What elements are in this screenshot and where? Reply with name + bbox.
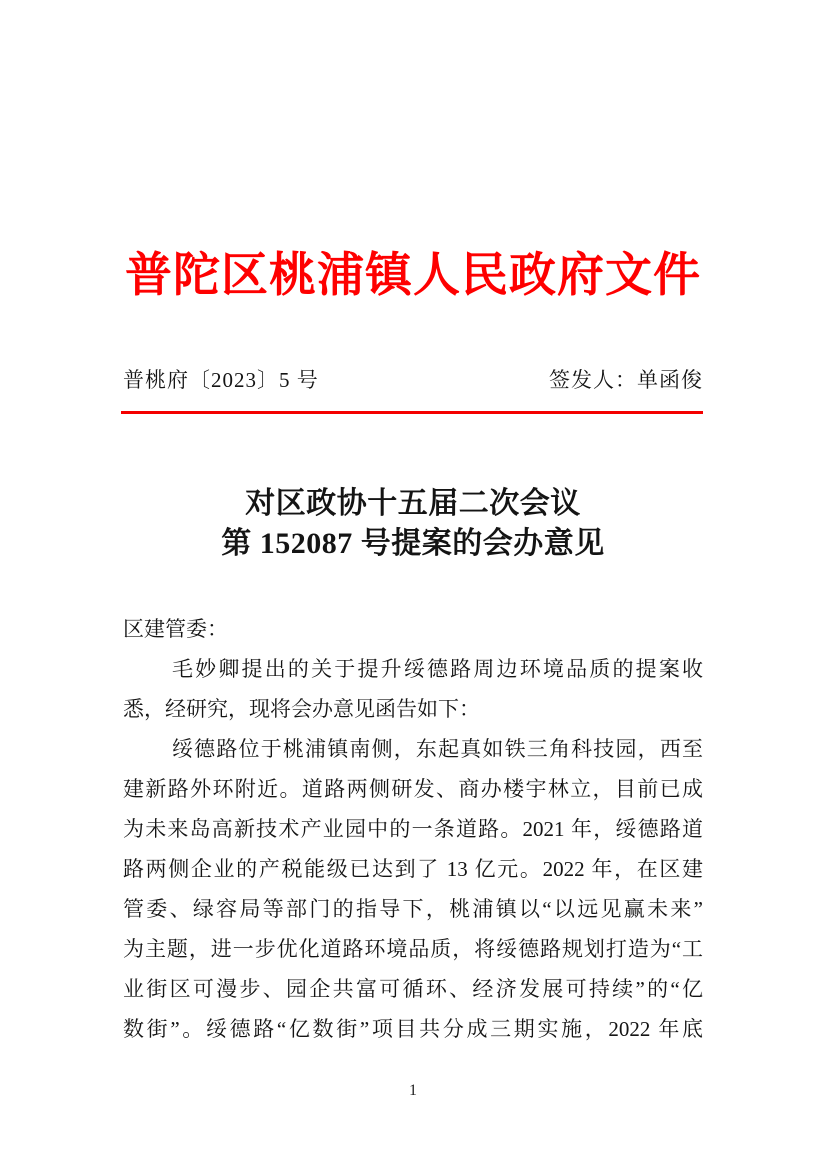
document-title-line1: 对区政协十五届二次会议 xyxy=(245,487,581,520)
body-line: 管委、绿容局等部门的指导下，桃浦镇以“以远见赢未来” xyxy=(123,897,703,921)
document-title-line2: 第 152087 号提案的会办意见 xyxy=(221,527,605,560)
document-number: 普桃府〔2023〕5 号 xyxy=(123,368,319,392)
body-line: 毛妙卿提出的关于提升绥德路周边环境品质的提案收 xyxy=(172,657,703,681)
letterhead-banner-title: 普陀区桃浦镇人民政府文件 xyxy=(125,250,701,302)
red-divider-rule xyxy=(121,411,703,414)
body-line: 绥德路位于桃浦镇南侧，东起真如铁三角科技园，西至 xyxy=(172,737,703,761)
issuer-name: 单函俊 xyxy=(637,368,703,392)
body-line: 数街”。绥德路“亿数街”项目共分成三期实施，2022 年底 xyxy=(123,1017,703,1041)
body-line: 业街区可漫步、园企共富可循环、经济发展可持续”的“亿 xyxy=(123,977,703,1001)
issuer xyxy=(549,364,703,394)
issuer-label: 签发人： xyxy=(549,368,637,392)
document-body xyxy=(123,609,703,1049)
body-line: 为未来岛高新技术产业园中的一条道路。2021 年，绥德路道 xyxy=(123,817,703,841)
body-line: 建新路外环附近。道路两侧研发、商办楼宇林立，目前已成 xyxy=(123,777,703,801)
page-number: 1 xyxy=(409,1082,417,1099)
document-meta-row xyxy=(123,364,703,394)
body-line-salutation: 区建管委： xyxy=(123,617,228,641)
document-title xyxy=(0,484,826,564)
body-line: 为主题，进一步优化道路环境品质，将绥德路规划打造为“工 xyxy=(123,937,703,961)
body-line: 悉，经研究，现将会办意见函告如下： xyxy=(123,697,480,721)
body-line: 路两侧企业的产税能级已达到了 13 亿元。2022 年，在区建 xyxy=(123,857,703,881)
